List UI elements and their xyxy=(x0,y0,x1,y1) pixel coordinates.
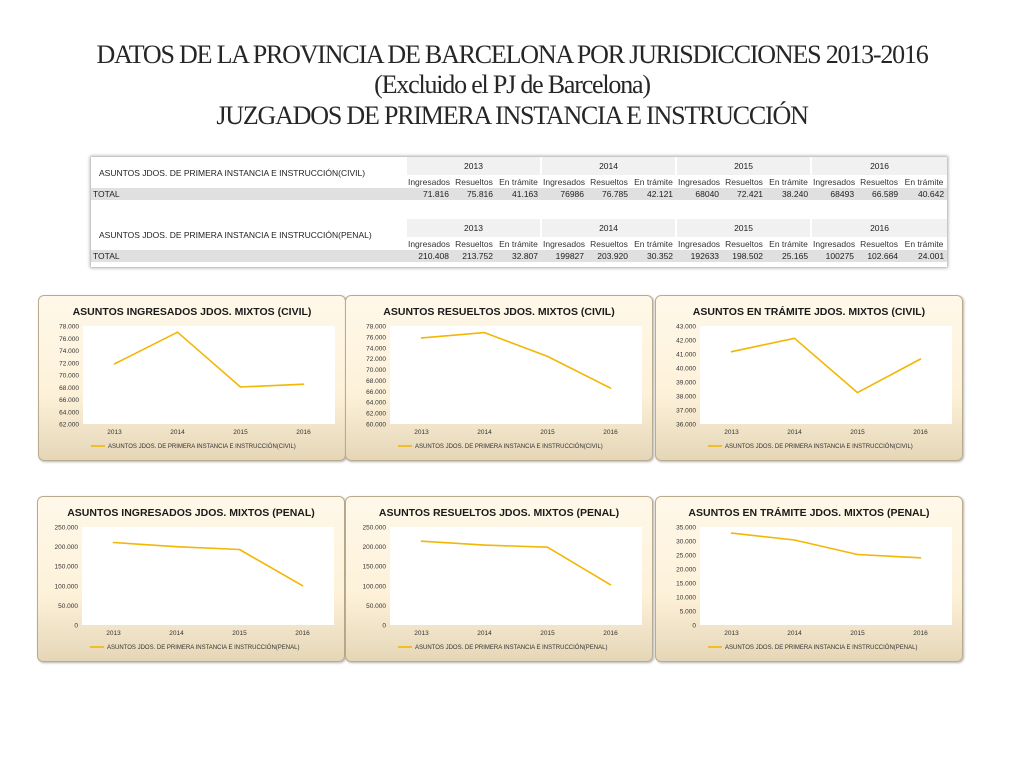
chart-svg xyxy=(39,296,345,460)
x-tick-label: 2013 xyxy=(107,429,122,436)
y-tick-label: 40.000 xyxy=(676,365,696,373)
chart-title: ASUNTOS EN TRÁMITE JDOS. MIXTOS (PENAL) xyxy=(688,507,930,519)
x-tick-label: 2014 xyxy=(477,429,492,436)
column-header: En trámite xyxy=(631,237,676,250)
column-header: Resueltos xyxy=(452,237,496,250)
x-tick-label: 2013 xyxy=(414,429,429,436)
table-cell: 192633 xyxy=(676,250,722,262)
x-tick-label: 2015 xyxy=(540,630,555,637)
data-point xyxy=(303,383,305,385)
column-header: En trámite xyxy=(631,175,676,188)
y-tick-label: 150.000 xyxy=(362,563,386,571)
plot-area xyxy=(83,326,335,424)
plot-area xyxy=(390,326,642,424)
year-header: 2014 xyxy=(541,157,676,175)
y-tick-label: 78.000 xyxy=(366,323,386,331)
table-cell: 42.121 xyxy=(631,188,676,200)
data-point xyxy=(547,546,549,548)
table-cell: 203.920 xyxy=(587,250,631,262)
table-cell: 24.001 xyxy=(901,250,947,262)
x-tick-label: 2016 xyxy=(913,630,928,637)
data-point xyxy=(421,337,423,339)
plot-area xyxy=(82,527,334,625)
x-tick-label: 2015 xyxy=(540,429,555,436)
y-tick-label: 66.000 xyxy=(366,388,386,396)
y-tick-label: 64.000 xyxy=(59,409,79,417)
y-tick-label: 41.000 xyxy=(676,351,696,359)
y-tick-label: 42.000 xyxy=(676,337,696,345)
x-tick-label: 2016 xyxy=(603,429,618,436)
y-tick-label: 78.000 xyxy=(59,323,79,331)
y-tick-label: 72.000 xyxy=(59,360,79,368)
column-header: En trámite xyxy=(766,175,811,188)
x-tick-label: 2016 xyxy=(913,429,928,436)
column-header: En trámite xyxy=(901,175,947,188)
chart-tramite-penal xyxy=(655,496,963,662)
table-cell: 213.752 xyxy=(452,250,496,262)
y-tick-label: 50.000 xyxy=(366,602,386,610)
data-point xyxy=(177,331,179,333)
chart-title: ASUNTOS INGRESADOS JDOS. MIXTOS (PENAL) xyxy=(67,507,315,519)
data-point xyxy=(421,540,423,542)
chart-title: ASUNTOS RESUELTOS JDOS. MIXTOS (CIVIL) xyxy=(383,306,615,318)
table-cell: 199827 xyxy=(541,250,587,262)
chart-resueltos-civil xyxy=(345,295,653,461)
data-tables xyxy=(91,157,947,267)
y-tick-label: 74.000 xyxy=(366,345,386,353)
y-tick-label: 68.000 xyxy=(366,377,386,385)
table-cell: 68040 xyxy=(676,188,722,200)
table-cell: 32.807 xyxy=(496,250,541,262)
data-point xyxy=(547,356,549,358)
legend-label: ASUNTOS JDOS. DE PRIMERA INSTANCIA E INSTRUCCIÓN(PENAL) xyxy=(107,645,300,651)
chart-title: ASUNTOS INGRESADOS JDOS. MIXTOS (CIVIL) xyxy=(72,306,312,318)
column-header: Resueltos xyxy=(722,175,766,188)
data-point xyxy=(920,557,922,559)
y-tick-label: 37.000 xyxy=(676,407,696,415)
table-row xyxy=(91,188,947,200)
table-cell: 100275 xyxy=(811,250,857,262)
y-tick-label: 15.000 xyxy=(676,580,696,588)
y-tick-label: 20.000 xyxy=(676,566,696,574)
chart-svg xyxy=(38,497,344,661)
column-header: Ingresados xyxy=(542,238,586,249)
year-header: 2013 xyxy=(406,157,541,175)
x-tick-label: 2015 xyxy=(232,630,247,637)
data-point xyxy=(731,532,733,534)
y-tick-label: 150.000 xyxy=(54,563,78,571)
y-tick-label: 200.000 xyxy=(54,544,78,552)
column-header: Ingresados xyxy=(813,176,856,187)
x-tick-label: 2014 xyxy=(787,429,802,436)
legend-label: ASUNTOS JDOS. DE PRIMERA INSTANCIA E INSTRUCCIÓN(PENAL) xyxy=(415,645,608,651)
data-point xyxy=(794,539,796,541)
column-header: Ingresados xyxy=(678,238,721,249)
column-header: Ingresados xyxy=(407,176,451,187)
table-cell: 210.408 xyxy=(406,250,452,262)
y-tick-label: 68.000 xyxy=(59,384,79,392)
table-cell: 198.502 xyxy=(722,250,766,262)
y-tick-label: 100.000 xyxy=(54,583,78,591)
column-header: Ingresados xyxy=(407,238,451,249)
data-point xyxy=(176,546,178,548)
y-tick-label: 62.000 xyxy=(59,421,79,429)
year-header: 2015 xyxy=(676,157,811,175)
data-point xyxy=(114,363,116,365)
total-label: TOTAL xyxy=(91,188,406,200)
legend-label: ASUNTOS JDOS. DE PRIMERA INSTANCIA E INSTRUCCIÓN(CIVIL) xyxy=(108,444,296,450)
y-tick-label: 38.000 xyxy=(676,393,696,401)
table-cell: 40.642 xyxy=(901,188,947,200)
y-tick-label: 60.000 xyxy=(366,421,386,429)
x-tick-label: 2016 xyxy=(296,429,311,436)
x-tick-label: 2014 xyxy=(170,429,185,436)
x-tick-label: 2016 xyxy=(295,630,310,637)
data-point xyxy=(920,358,922,360)
data-point xyxy=(302,585,304,587)
table-cell: 76986 xyxy=(541,188,587,200)
y-tick-label: 76.000 xyxy=(59,335,79,343)
column-header: En trámite xyxy=(766,237,811,250)
y-tick-label: 10.000 xyxy=(676,594,696,602)
table-cell: 25.165 xyxy=(766,250,811,262)
column-header: Resueltos xyxy=(857,175,901,188)
y-tick-label: 200.000 xyxy=(362,544,386,552)
page-title: DATOS DE LA PROVINCIA DE BARCELONA POR JURISDICCIONES 2013-2016 xyxy=(96,40,928,69)
x-tick-label: 2013 xyxy=(724,630,739,637)
table-cell: 66.589 xyxy=(857,188,901,200)
y-tick-label: 35.000 xyxy=(676,524,696,532)
y-tick-label: 0 xyxy=(692,622,696,630)
table-cell: 75.816 xyxy=(452,188,496,200)
column-header: Resueltos xyxy=(587,175,631,188)
x-tick-label: 2013 xyxy=(724,429,739,436)
data-point xyxy=(610,387,612,389)
column-header: En trámite xyxy=(901,237,947,250)
data-point xyxy=(610,584,612,586)
x-tick-label: 2013 xyxy=(106,630,121,637)
chart-tramite-civil xyxy=(655,295,963,461)
data-point xyxy=(731,351,733,353)
y-tick-label: 100.000 xyxy=(362,583,386,591)
table-cell: 30.352 xyxy=(631,250,676,262)
data-point xyxy=(113,542,115,544)
year-header: 2014 xyxy=(541,219,676,237)
penal-table xyxy=(91,219,947,262)
page-heading: JUZGADOS DE PRIMERA INSTANCIA E INSTRUCCIÓN xyxy=(216,101,808,130)
chart-title: ASUNTOS RESUELTOS JDOS. MIXTOS (PENAL) xyxy=(378,507,620,519)
chart-svg xyxy=(346,296,652,460)
table-cell: 76.785 xyxy=(587,188,631,200)
total-label: TOTAL xyxy=(91,250,406,262)
data-point xyxy=(794,338,796,340)
y-tick-label: 70.000 xyxy=(59,372,79,380)
column-header: Resueltos xyxy=(452,175,496,188)
y-tick-label: 43.000 xyxy=(676,323,696,331)
x-tick-label: 2014 xyxy=(169,630,184,637)
table-cell: 38.240 xyxy=(766,188,811,200)
legend-label: ASUNTOS JDOS. DE PRIMERA INSTANCIA E INSTRUCCIÓN(CIVIL) xyxy=(415,444,603,450)
x-tick-label: 2016 xyxy=(603,630,618,637)
y-tick-label: 250.000 xyxy=(54,524,78,532)
data-point xyxy=(239,549,241,551)
y-tick-label: 74.000 xyxy=(59,348,79,355)
data-point xyxy=(857,392,859,394)
table-cell: 102.664 xyxy=(857,250,901,262)
year-header: 2015 xyxy=(676,219,811,237)
chart-title: ASUNTOS EN TRÁMITE JDOS. MIXTOS (CIVIL) xyxy=(692,306,926,318)
table-cell: 72.421 xyxy=(722,188,766,200)
column-header: En trámite xyxy=(496,175,541,188)
year-header: 2013 xyxy=(406,219,541,237)
legend-label: ASUNTOS JDOS. DE PRIMERA INSTANCIA E INSTRUCCIÓN(CIVIL) xyxy=(725,444,913,450)
table-cell: 41.163 xyxy=(496,188,541,200)
x-tick-label: 2015 xyxy=(233,429,248,436)
data-point xyxy=(484,332,486,334)
x-tick-label: 2015 xyxy=(850,429,865,436)
x-tick-label: 2013 xyxy=(414,630,429,637)
chart-ingresados-penal xyxy=(37,496,345,662)
plot-area xyxy=(700,527,952,625)
civil-table xyxy=(91,157,947,200)
column-header: Resueltos xyxy=(587,237,631,250)
y-tick-label: 66.000 xyxy=(59,397,79,404)
y-tick-label: 39.000 xyxy=(676,379,696,387)
year-header: 2016 xyxy=(811,157,947,175)
data-point xyxy=(484,544,486,546)
y-tick-label: 30.000 xyxy=(676,538,696,546)
chart-svg xyxy=(346,497,652,661)
chart-resueltos-penal xyxy=(345,496,653,662)
column-header: Ingresados xyxy=(678,176,721,187)
y-tick-label: 36.000 xyxy=(676,421,696,429)
y-tick-label: 64.000 xyxy=(366,399,386,407)
y-tick-label: 25.000 xyxy=(676,552,696,560)
y-tick-label: 50.000 xyxy=(58,602,78,610)
column-header: Ingresados xyxy=(542,176,586,187)
legend-label: ASUNTOS JDOS. DE PRIMERA INSTANCIA E INSTRUCCIÓN(PENAL) xyxy=(725,645,918,651)
year-header: 2016 xyxy=(811,219,947,237)
y-tick-label: 5.000 xyxy=(679,608,696,616)
table-cell: 68493 xyxy=(811,188,857,200)
chart-ingresados-civil xyxy=(38,295,346,461)
column-header: Resueltos xyxy=(722,237,766,250)
page-subtitle: (Excluido el PJ de Barcelona) xyxy=(374,70,650,99)
y-tick-label: 62.000 xyxy=(366,410,386,418)
data-point xyxy=(857,554,859,556)
y-tick-label: 0 xyxy=(74,622,78,630)
chart-svg xyxy=(656,296,962,460)
y-tick-label: 0 xyxy=(382,622,386,630)
x-tick-label: 2014 xyxy=(477,630,492,637)
table-row xyxy=(91,250,947,262)
chart-svg xyxy=(656,497,962,661)
column-header: Resueltos xyxy=(857,237,901,250)
data-point xyxy=(240,386,242,388)
y-tick-label: 72.000 xyxy=(366,356,386,364)
x-tick-label: 2014 xyxy=(787,630,802,637)
column-header: Ingresados xyxy=(813,238,856,249)
table-caption: ASUNTOS JDOS. DE PRIMERA INSTANCIA E INSTRUCCIÓN(PENAL) xyxy=(99,229,372,240)
plot-area xyxy=(700,326,952,424)
column-header: En trámite xyxy=(496,237,541,250)
x-tick-label: 2015 xyxy=(850,630,865,637)
table-cell: 71.816 xyxy=(406,188,452,200)
y-tick-label: 250.000 xyxy=(362,524,386,532)
y-tick-label: 76.000 xyxy=(366,334,386,342)
y-tick-label: 70.000 xyxy=(366,367,386,375)
table-caption: ASUNTOS JDOS. DE PRIMERA INSTANCIA E INSTRUCCIÓN(CIVIL) xyxy=(99,167,366,178)
